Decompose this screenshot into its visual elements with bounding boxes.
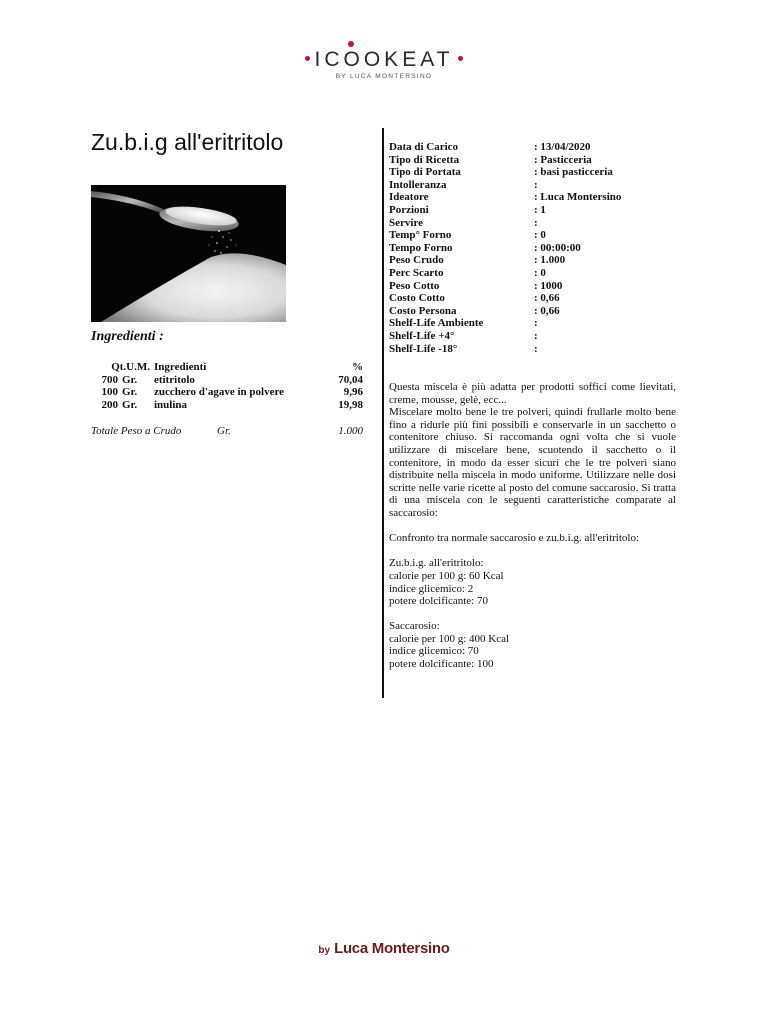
saccarosio-title: Saccarosio: [389, 620, 440, 633]
col-qty-header: Qt.U.M. [111, 361, 150, 373]
info-value: : 0 [534, 229, 546, 242]
recipe-title: Zu.b.i.g all'eritritolo [91, 129, 284, 155]
info-key: Shelf-Life -18° [389, 342, 458, 355]
ingredients-table [91, 361, 363, 411]
info-row [389, 191, 679, 204]
logo-subtitle: BY LUCA MONTERSINO [335, 73, 433, 80]
info-value: : Pasticceria [534, 153, 592, 166]
info-key: Costo Persona [389, 304, 457, 317]
saccarosio-calories: calorie per 100 g: 400 Kcal [389, 632, 510, 645]
info-value: : 00:00:00 [534, 241, 581, 254]
total-value: 1.000 [338, 425, 363, 437]
notes-intro: Questa miscela è più adatta per prodotti soffici come lievitati, creme, mousse, gelè, ecc... [389, 381, 676, 406]
info-value: : 0,66 [534, 304, 560, 317]
info-key: Intolleranza [389, 178, 447, 191]
info-key: Porzioni [389, 203, 429, 216]
footer-author: Luca Montersino [334, 940, 450, 957]
info-value: : [534, 342, 538, 355]
column-divider [382, 128, 384, 698]
footer-by: by [318, 945, 331, 956]
info-row [389, 330, 679, 343]
total-unit: Gr. [217, 425, 231, 437]
info-row [389, 242, 679, 255]
logo-dot-left [305, 56, 310, 61]
info-value: : [534, 178, 538, 191]
info-row [389, 204, 679, 217]
info-row [389, 267, 679, 280]
info-value: : basi pasticceria [534, 166, 613, 179]
info-value: : 1000 [534, 279, 563, 292]
ingredient-pct: 19,98 [338, 398, 363, 411]
info-row [389, 305, 679, 318]
info-value: : 0,66 [534, 292, 560, 305]
saccarosio-sweetening: potere dolcificante: 100 [389, 658, 494, 671]
ingredient-pct: 9,96 [343, 386, 363, 398]
ingredient-row [91, 399, 363, 412]
notes-method: Miscelare molto bene le tre polveri, quindi frullarle molto bene fino a ridurle più fini possibili e conservarle in un sacchetto o contenitore chiuso. Si raccomanda ogni volta che si vuole utilizzare di miscelare bene, scuotendo il sacchetto o il contenitore, in modo da esser sicuri che le tre polveri siano distribuite nella miscela in modo uniforme. Utilizzare nelle dosi scritte nelle varie ricette al posto del comune saccarosio. Si tratta di una miscela con le seguenti caratteristiche comparate al saccarosio: [389, 406, 676, 519]
info-key: Tipo di Portata [389, 166, 461, 179]
info-value: : 0 [534, 266, 546, 279]
info-row [389, 254, 679, 267]
ingredient-row [91, 386, 363, 399]
info-row [389, 179, 679, 192]
info-value: : 13/04/2020 [534, 141, 591, 153]
recipe-photo [91, 185, 286, 322]
info-row [389, 280, 679, 293]
info-key: Data di Carico [389, 141, 459, 153]
info-key: Servire [389, 216, 424, 229]
info-value: : 1 [534, 203, 546, 216]
info-row [389, 343, 679, 356]
ingredient-unit: Gr. [122, 386, 138, 398]
info-value: : [534, 329, 538, 342]
ingredient-unit: Gr. [122, 398, 138, 411]
recipe-info-table [389, 141, 679, 355]
notes-compare: Confronto tra normale saccarosio e zu.b.i.g. all'eritritolo: [389, 532, 640, 545]
total-label: Totale Peso a Crudo [91, 425, 182, 437]
info-row [389, 141, 679, 154]
ingredient-name: etitritolo [154, 373, 195, 386]
footer-signature [0, 940, 768, 958]
zubig-sweetening: potere dolcificante: 70 [389, 595, 488, 608]
info-row [389, 229, 679, 242]
ingredients-header-row [91, 361, 363, 374]
info-key: Peso Cotto [389, 279, 440, 292]
info-value: : [534, 317, 538, 330]
info-key: Perc Scarto [389, 266, 444, 279]
ingredient-qty: 700 [101, 373, 118, 386]
info-key: Tempo Forno [389, 241, 453, 254]
info-row [389, 154, 679, 167]
col-pct-header: % [352, 361, 363, 373]
logo-text: ICOOKEAT [314, 48, 454, 71]
col-name-header: Ingredienti [154, 361, 207, 373]
info-key: Tipo di Ricetta [389, 153, 460, 166]
recipe-notes [389, 381, 676, 671]
info-row [389, 166, 679, 179]
info-key: Costo Cotto [389, 292, 445, 305]
ingredient-row [91, 374, 363, 387]
info-row [389, 317, 679, 330]
ingredients-heading: Ingredienti : [91, 329, 164, 344]
total-weight-row [91, 425, 363, 437]
saccarosio-glycemic: indice glicemico: 70 [389, 645, 479, 658]
ingredient-qty: 100 [101, 386, 118, 398]
brand-logo [0, 48, 768, 80]
info-key: Temp° Forno [389, 229, 452, 242]
zubig-glycemic: indice glicemico: 2 [389, 582, 474, 595]
info-row [389, 217, 679, 230]
zubig-calories: calorie per 100 g: 60 Kcal [389, 569, 504, 582]
ingredient-unit: Gr. [122, 373, 138, 386]
logo-wordmark [300, 48, 469, 72]
info-key: Ideatore [389, 191, 429, 204]
ingredient-name: zucchero d'agave in polvere [154, 386, 285, 398]
info-row [389, 292, 679, 305]
info-value: : Luca Montersino [534, 191, 622, 204]
info-key: Shelf-Life +4° [389, 329, 455, 342]
info-value: : 1.000 [534, 254, 566, 267]
info-key: Peso Crudo [389, 254, 444, 267]
zubig-title: Zu.b.i.g. all'eritritolo: [389, 557, 484, 570]
info-key: Shelf-Life Ambiente [389, 317, 484, 330]
ingredient-qty: 200 [101, 398, 118, 411]
ingredient-name: inulina [154, 398, 188, 411]
logo-dot-right [458, 56, 463, 61]
cherry-icon [348, 41, 354, 47]
ingredient-pct: 70,04 [338, 373, 363, 386]
info-value: : [534, 216, 538, 229]
